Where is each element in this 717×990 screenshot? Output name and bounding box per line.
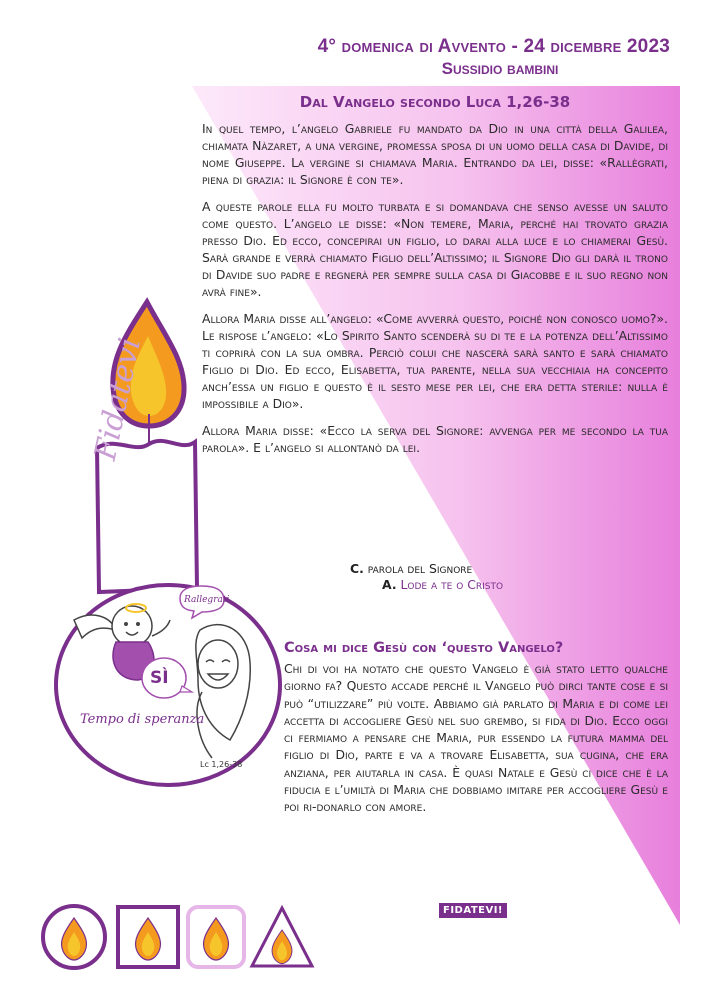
angel-bubble-text: Rallegrati (184, 595, 230, 605)
medal-caption: Tempo di speranza (80, 712, 205, 727)
gospel-paragraph-2: A queste parole ella fu molto turbata e si domandava che senso avesse un saluto come questo. L’angelo le disse: «Non temere, Maria, perché hai trovato grazia presso Dio. Ed ecco, concepirai un figlio, lo darai alla luce e lo chiamerai Gesù. Sarà grande e verrà chiamato Figlio dell’Altissimo; il Signore Dio gli darà il trono di Davide suo padre e regnerà per sempre sulla casa di Giacobbe e il suo regno non avrà fine». (202, 199, 668, 299)
medal-reference: Lc 1,26-38 (200, 760, 243, 769)
mary-bubble-text: SÌ (150, 668, 169, 688)
icon-circle-candle (43, 906, 105, 968)
gospel-heading: Dal Vangelo secondo Luca 1,26-38 (299, 93, 571, 111)
reflection-text (284, 660, 668, 816)
reflection-paragraph: Chi di voi ha notato che questo Vangelo è già stato letto qualche giorno fa? Questo accade perché il Vangelo può dirci tante cose e si può “utilizzare” più volte. Abbiamo già parlato di Maria e di come lei accetta di accogliere Gesù nel suo grembo, si fida di Dio. Ecco oggi ci fermiamo a pensare che Maria, pur essendo la futura mamma del figlio di Dio, parte e va a trovare Elisabetta, sua cugina, che era anziana, per aiutarla in casa. È quasi Natale e Gesù ci dice che è la fiducia e l’umiltà di Maria che dobbiamo imitare per accogliere Gesù e poi ri-donarlo con amore. (284, 661, 668, 815)
liturgical-response (330, 561, 550, 593)
gospel-paragraph-3: Allora Maria disse all’angelo: «Come avverrà questo, poiché non conosco uomo?». Le rispose l’angelo: «Lo Spirito Santo scenderà su di te e la potenza dell’Altissimo ti coprirà con la sua ombra. Perciò colui che nascerà sarà santo e sarà chiamato Figlio di Dio. Ed ecco, Elisabetta, tua parente, nella sua vecchiaia ha concepito anch’essa un figlio e questo è il sesto mese per lei, che era detta sterile: nulla è impossibile a Dio». (202, 311, 668, 411)
advent-icons (40, 904, 320, 970)
title-subtitle: Sussidio bambini (441, 59, 559, 78)
icon-square-candle (118, 907, 178, 967)
icon-rounded-square-candle (188, 907, 244, 967)
reflection-heading: Cosa mi dice Gesù con ‘questo Vangelo? (284, 640, 564, 656)
page-title (180, 36, 670, 80)
gospel-paragraph-4: Allora Maria disse: «Ecco la serva del Signore: avvenga per me secondo la tua parola». E l’angelo si allontanò da lei. (202, 423, 668, 455)
candle-word: Fidatevi (88, 334, 148, 464)
gospel-text (202, 120, 668, 466)
fidatevi-badge: FIDATEVI! (439, 903, 507, 918)
response-celebrant: C. parola del Signore (350, 561, 473, 576)
title-date: 4° domenica di Avvento - 24 dicembre 2023 (317, 36, 670, 57)
icon-triangle-candle (252, 908, 312, 966)
response-assembly: A. Lode a te o Cristo (382, 577, 504, 592)
gospel-paragraph-1: In quel tempo, l’angelo Gabriele fu mandato da Dio in una città della Galilea, chiamata Nàzaret, a una vergine, promessa sposa di un uomo della casa di Davide, di nome Giuseppe. La vergine si chiamava Maria. Entrando da lei, disse: «Rallègrati, piena di grazia: il Signore è con te». (202, 121, 668, 187)
